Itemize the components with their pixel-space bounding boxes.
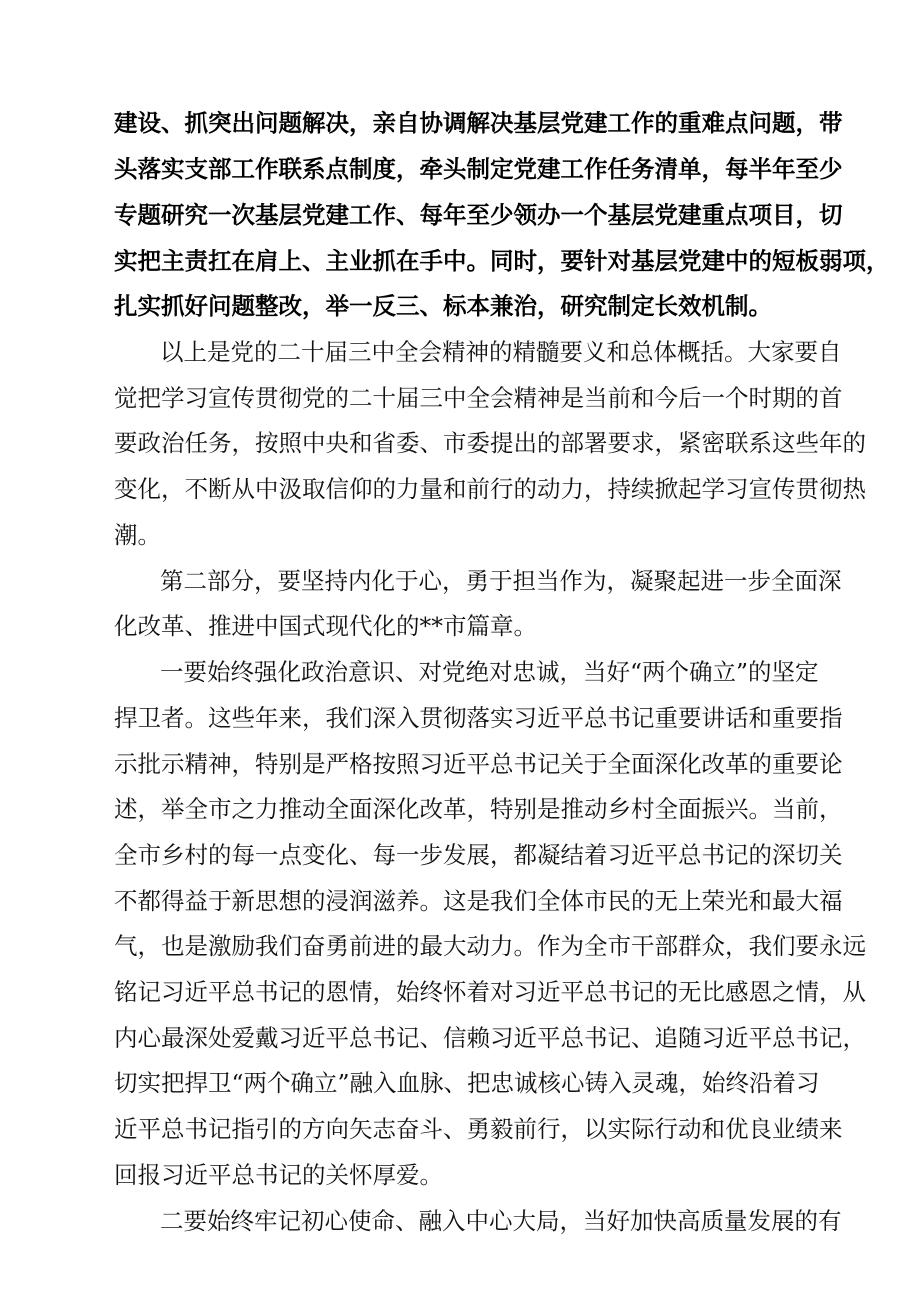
paragraph-line: 捍卫者。这些年来，我们深入贯彻落实习近平总书记重要讲话和重要指 <box>114 704 843 732</box>
paragraph-line: 示批示精神，特别是严格按照习近平总书记关于全面深化改革的重要论 <box>114 750 843 778</box>
paragraph-line: 头落实支部工作联系点制度，牵头制定党建工作任务清单，每半年至少 <box>114 155 843 183</box>
paragraph-line: 建设、抓突出问题解决，亲自协调解决基层党建工作的重难点问题，带 <box>114 109 843 137</box>
paragraph-line: 觉把学习宣传贯彻党的二十届三中全会精神是当前和今后一个时期的首 <box>114 384 843 412</box>
paragraph-line: 回报习近平总书记的关怀厚爱。 <box>114 1161 443 1189</box>
paragraph-line: 一要始终强化政治意识、对党绝对忠诚，当好“两个确立”的坚定 <box>160 658 819 686</box>
paragraph-line: 铭记习近平总书记的恩情，始终怀着对习近平总书记的无比感恩之情，从 <box>114 978 866 1006</box>
paragraph-line: 潮。 <box>114 521 161 549</box>
paragraph-line: 专题研究一次基层党建工作、每年至少领办一个基层党建重点项目，切 <box>114 201 843 229</box>
paragraph-line: 扎实抓好问题整改，举一反三、标本兼治，研究制定长效机制。 <box>114 292 772 320</box>
paragraph-line: 切实把捍卫“两个确立”融入血脉、把忠诚核心铸入灵魂，始终沿着习 <box>114 1069 820 1097</box>
section-heading-line: 第二部分，要坚持内化于心，勇于担当作为，凝聚起进一步全面深 <box>160 567 842 595</box>
section-heading-line: 化改革、推进中国式现代化的**市篇章。 <box>114 612 537 640</box>
paragraph-line: 二要始终牢记初心使命、融入中心大局，当好加快高质量发展的有 <box>160 1207 842 1235</box>
paragraph-line: 变化，不断从中汲取信仰的力量和前行的动力，持续掀起学习宣传贯彻热 <box>114 475 866 503</box>
paragraph-line: 气，也是激励我们奋勇前进的最大动力。作为全市干部群众，我们要永远 <box>114 932 866 960</box>
paragraph-line: 内心最深处爱戴习近平总书记、信赖习近平总书记、追随习近平总书记， <box>114 1024 866 1052</box>
paragraph-line: 全市乡村的每一点变化、每一步发展，都凝结着习近平总书记的深切关 <box>114 841 843 869</box>
paragraph-line: 以上是党的二十届三中全会精神的精髓要义和总体概括。大家要自 <box>160 338 842 366</box>
paragraph-line: 述，举全市之力推动全面深化改革，特别是推动乡村全面振兴。当前， <box>114 795 843 823</box>
paragraph-line: 近平总书记指引的方向矢志奋斗、勇毅前行，以实际行动和优良业绩来 <box>114 1115 843 1143</box>
paragraph-line: 要政治任务，按照中央和省委、市委提出的部署要求，紧密联系这些年的 <box>114 429 866 457</box>
paragraph-line: 不都得益于新思想的浸润滋养。这是我们全体市民的无上荣光和最大福 <box>114 887 843 915</box>
paragraph-line: 实把主责扛在肩上、主业抓在手中。同时，要针对基层党建中的短板弱项， <box>114 247 890 275</box>
